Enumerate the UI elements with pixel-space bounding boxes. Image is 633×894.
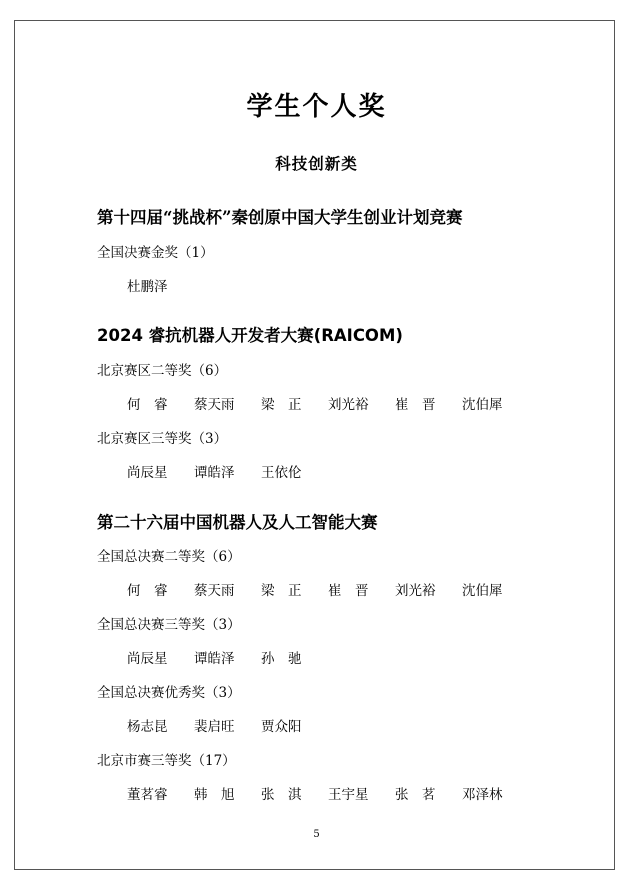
student-name: 裴启旺 (194, 719, 235, 735)
name-list (127, 275, 194, 295)
student-name: 董茗睿 (127, 787, 168, 803)
student-name: 何 睿 (127, 583, 168, 599)
student-name: 尚辰星 (127, 651, 168, 667)
student-name: 贾众阳 (261, 719, 302, 735)
award-label: 北京市赛三等奖（17） (97, 753, 236, 769)
student-name: 梁 正 (261, 583, 302, 599)
student-name: 刘光裕 (395, 583, 436, 599)
student-name: 谭皓泽 (194, 651, 235, 667)
name-list (127, 579, 529, 599)
name-list (127, 647, 328, 667)
section-subtitle: 科技创新类 (275, 154, 358, 173)
award-label: 全国总决赛优秀奖（3） (97, 685, 241, 701)
page-number: 5 (313, 829, 320, 840)
competition-title: 2024 睿抗机器人开发者大赛(RAICOM) (97, 326, 403, 345)
student-name: 孙 驰 (261, 651, 302, 667)
student-name: 韩 旭 (194, 787, 235, 803)
name-list (127, 783, 529, 803)
name-list (127, 393, 529, 413)
page-title: 学生个人奖 (246, 92, 387, 122)
student-name: 崔 晋 (328, 583, 369, 599)
name-list (127, 461, 328, 481)
award-label: 北京赛区三等奖（3） (97, 431, 228, 447)
award-label: 全国决赛金奖（1） (97, 245, 214, 261)
student-name: 刘光裕 (328, 397, 369, 413)
student-name: 蔡天雨 (194, 583, 235, 599)
student-name: 蔡天雨 (194, 397, 235, 413)
student-name: 王宇星 (328, 787, 369, 803)
award-label: 全国总决赛二等奖（6） (97, 549, 241, 565)
competition-title: 第二十六届中国机器人及人工智能大赛 (97, 513, 378, 532)
competition-title: 第十四届“挑战杯”秦创原中国大学生创业计划竞赛 (97, 208, 463, 227)
student-name: 王依伦 (261, 465, 302, 481)
student-name: 尚辰星 (127, 465, 168, 481)
student-name: 谭皓泽 (194, 465, 235, 481)
name-list (127, 715, 328, 735)
student-name: 沈伯犀 (462, 397, 503, 413)
student-name: 何 睿 (127, 397, 168, 413)
award-label: 北京赛区二等奖（6） (97, 363, 228, 379)
student-name: 杨志昆 (127, 719, 168, 735)
student-name: 张 茗 (395, 787, 436, 803)
student-name: 崔 晋 (395, 397, 436, 413)
award-label: 全国总决赛三等奖（3） (97, 617, 241, 633)
student-name: 杜鹏泽 (127, 279, 168, 295)
student-name: 沈伯犀 (462, 583, 503, 599)
student-name: 梁 正 (261, 397, 302, 413)
student-name: 邓泽林 (462, 787, 503, 803)
student-name: 张 淇 (261, 787, 302, 803)
